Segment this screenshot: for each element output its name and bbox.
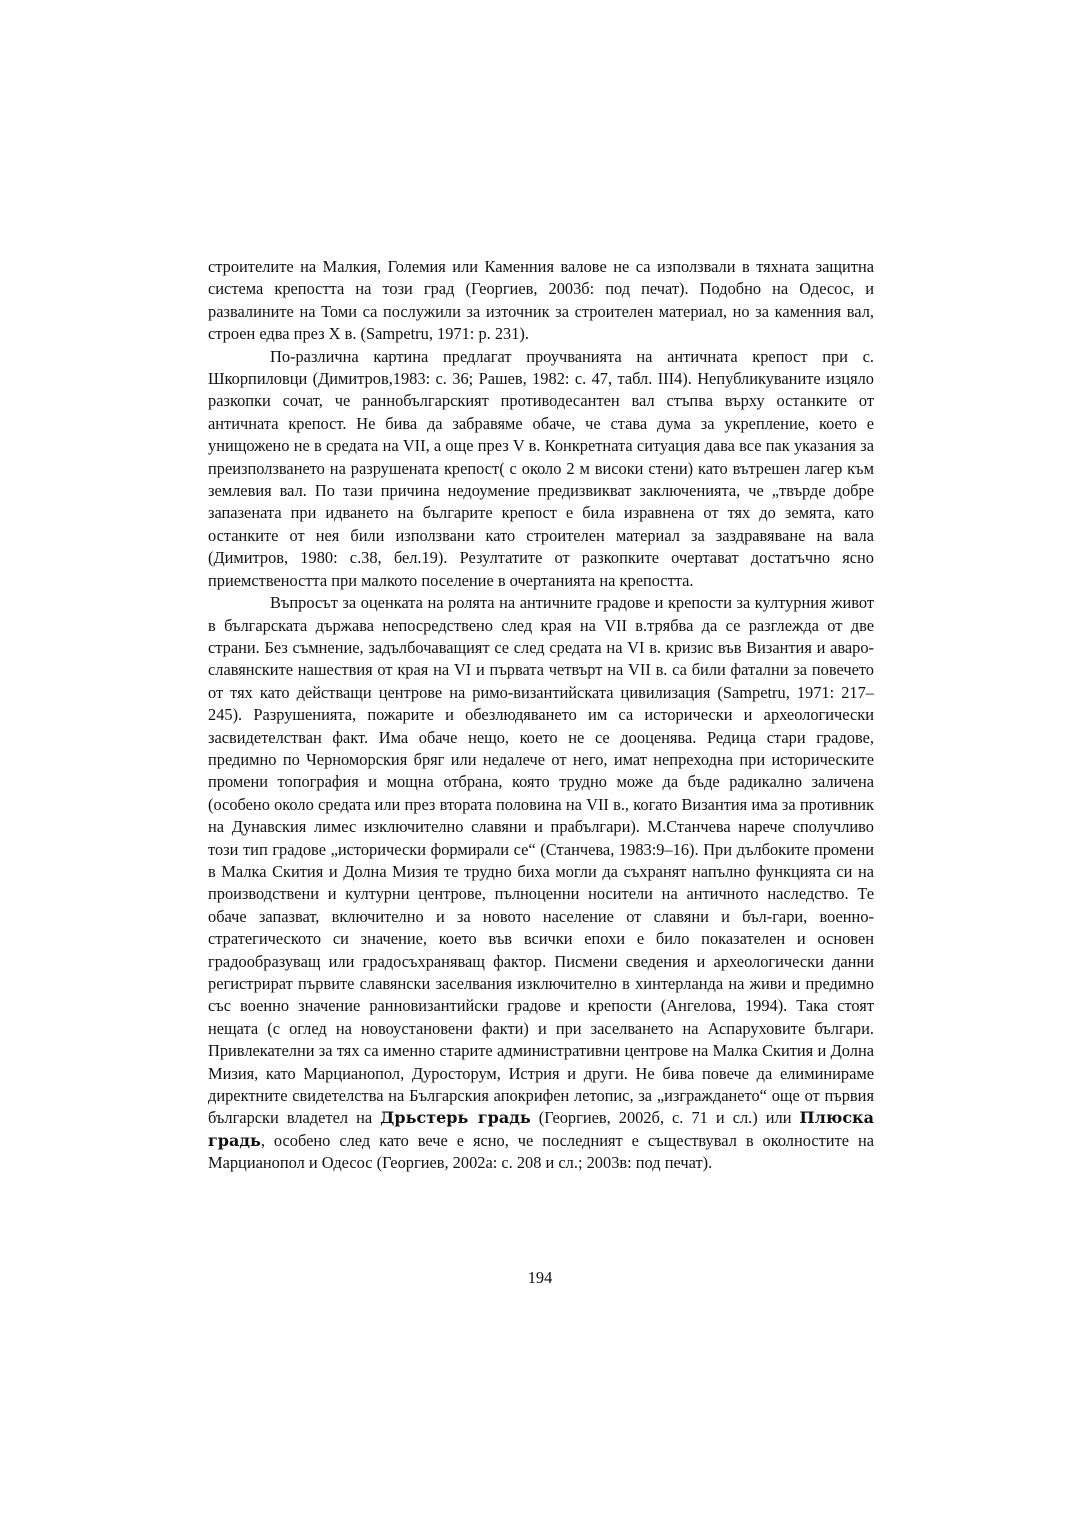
old-city-name-drastar: Дрьстерь градь xyxy=(380,1108,531,1128)
paragraph-3 xyxy=(208,592,874,1175)
paragraph-1: строителите на Малкия, Големия или Каменния валове не са използвали в тяхната защитна система крепостта на този град (Георгиев, 2003б: под печат). Подобно на Одесос, и развалините на Томи са послужили за източник за строителен материал, но за каменния вал, строен едва през Х в. (Sampetru, 1971: p. 231). xyxy=(208,257,874,344)
page-number: 194 xyxy=(527,1268,553,1287)
paragraph-2: По-различна картина предлагат проучванията на античната крепост при с. Шкорпиловци (Димитров,1983: с. 36; Рашев, 1982: с. 47, табл. III4). Непубликуваните изцяло разкопки сочат, че раннобългарският противодесантен вал стъпва върху останките от античната крепост. Не бива да забравяме обаче, че става дума за укрепление, което е унищожено не в средата на VII, а още през V в. Конкретната ситуация дава все пак указания за преизползването на разрушената крепост( с около 2 м високи стени) като вътрешен лагер към землевия вал. По тази причина недоумение предизвикват заключенията, че „твърде добре запазената при идването на българите крепост е била изравнена от тях до земята, като останките от нея били използвани като строителен материал за заздравяване на вала (Димитров, 1980: с.38, бел.19). Резултатите от разкопките очертават достатъчно ясно приемствеността при малкото поселение в очертанията на крепостта. xyxy=(208,346,874,590)
body-text xyxy=(208,256,874,1175)
old-city-name-pliska: Плюска градь xyxy=(208,1108,874,1150)
paragraph-3-text-2: (Георгиев, 2002б, с. 71 и сл.) или xyxy=(538,1108,792,1128)
paragraph-3-text-3: , особено след като вече е ясно, че последният е съществувал в околностите на Марцианопол и Одесос (Георгиев, 2002а: с. 208 и сл.; 2003в: под печат). xyxy=(208,1130,874,1173)
paragraph-3-text-1: Въпросът за оценката на ролята на античните градове и крепости за културния живот в българската държава непосредствено след края на VII в.трябва да се разглежда от две страни. Без съмнение, задълбочаващият се след средата на VI в. кризис във Византия и аваро-славянските нашествия от края на VI и първата четвърт на VII в. са били фатални за повечето от тях като действащи центрове на римо-византийската цивилизация (Sampetru, 1971: 217–245). Разрушенията, пожарите и обезлюдяването им са исторически и археологически засвидетелстван факт. Има обаче нещо, което не се дооценява. Редица стари градове, предимно по Черноморския бряг или недалече от него, имат непреходна при историческите промени топография и мощна отбрана, която трудно може да бъде радикално заличена (особено около средата или през втората половина на VII в., когато Византия има за противник на Дунавския лимес изключително славяни и прабългари). М.Станчева нарече сполучливо този тип градове „исторически формирали се“ (Станчева, 1983:9–16). При дълбоките промени в Малка Скития и Долна Мизия те трудно биха могли да съхранят напълно функцията си на производствени и културни центрове, пълноценни носители на античното наследство. Те обаче запазват, включително и за новото население от славяни и бъл-гари, военно-стратегическото си значение, което във всички епохи е било показателен и основен градообразуващ или градосъхраняващ фактор. Писмени сведения и археологически данни регистрират първите славянски заселвания изключително в хинтерланда на живи и предимно със военно значение ранновизантийски градове и крепости (Ангелова, 1994). Така стоят нещата (с оглед на новоустановени факти) и при заселването на Аспаруховите българи. Привлекателни за тях са именно старите административни центрове на Малка Скития и Долна Мизия, като Марцианопол, Дуросторум, Истрия и други. Не бива повече да елиминираме директните свидетелства на Българския апокрифен летопис, за „изграждането“ още от първия български владетел на xyxy=(208,593,874,1128)
